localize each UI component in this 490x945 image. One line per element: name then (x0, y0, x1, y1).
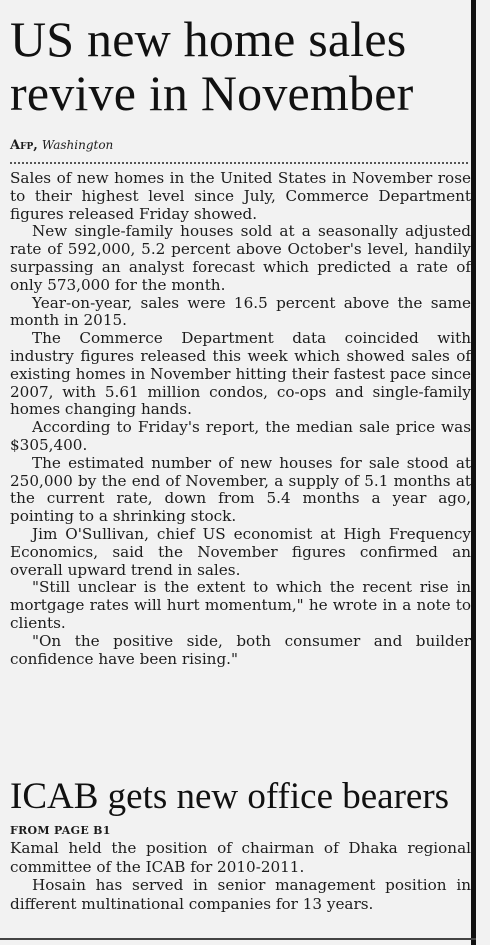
article-us-home-sales (10, 12, 471, 668)
byline-agency: Afp, (10, 138, 38, 153)
byline (10, 137, 471, 154)
paragraph: New single-family houses sold at a seasonally adjusted rate of 592,000, 5.2 percent above October's level, handily surpassing an analyst forecast which predicted a rate of only 573,000 for the month. (10, 222, 471, 294)
paragraph: Hosain has served in senior management position in different multinational companies for 13 years. (10, 876, 471, 913)
paragraph: Sales of new homes in the United States in November rose to their highest level since July, Commerce Department figures released Friday showed. (10, 169, 471, 223)
article-body (10, 170, 471, 668)
headline-line-2: revive in November (10, 65, 414, 121)
from-page-label: FROM PAGE B1 (10, 824, 111, 837)
paragraph: "On the positive side, both consumer and builder confidence have been rising." (10, 631, 471, 668)
column-rule-right (471, 0, 476, 945)
article-body (10, 839, 471, 913)
column-rule-bottom (0, 938, 476, 940)
paragraph: "Still unclear is the extent to which the recent rise in mortgage rates will hurt momentum," he wrote in a note to clients. (10, 578, 471, 632)
paragraph: Jim O'Sullivan, chief US economist at High Frequency Economics, said the November figures confirmed an overall upward trend in sales. (10, 524, 471, 579)
byline-location: Washington (41, 138, 114, 152)
paragraph: According to Friday's report, the median sale price was $305,400. (10, 418, 471, 454)
headline: ICAB gets new office bearers (10, 776, 450, 817)
headline-line-1: US new home sales (10, 11, 407, 67)
paragraph: Kamal held the position of chairman of Dhaka regional committee of the ICAB for 2010-2011. (10, 839, 471, 876)
dotted-divider (10, 162, 468, 164)
paragraph: The estimated number of new houses for sale stood at 250,000 by the end of November, a supply of 5.1 months at the current rate, down from 5.4 months a year ago, pointing to a shrinking stock. (10, 453, 471, 526)
paragraph: Year-on-year, sales were 16.5 percent above the same month in 2015. (10, 293, 471, 330)
headline (10, 12, 471, 120)
article-icab (10, 778, 471, 913)
paragraph: The Commerce Department data coincided with industry figures released this week which showed sales of existing homes in November hitting their fastest pace since 2007, with 5.61 million condos, co-ops and single-family homes changing hands. (10, 329, 471, 419)
